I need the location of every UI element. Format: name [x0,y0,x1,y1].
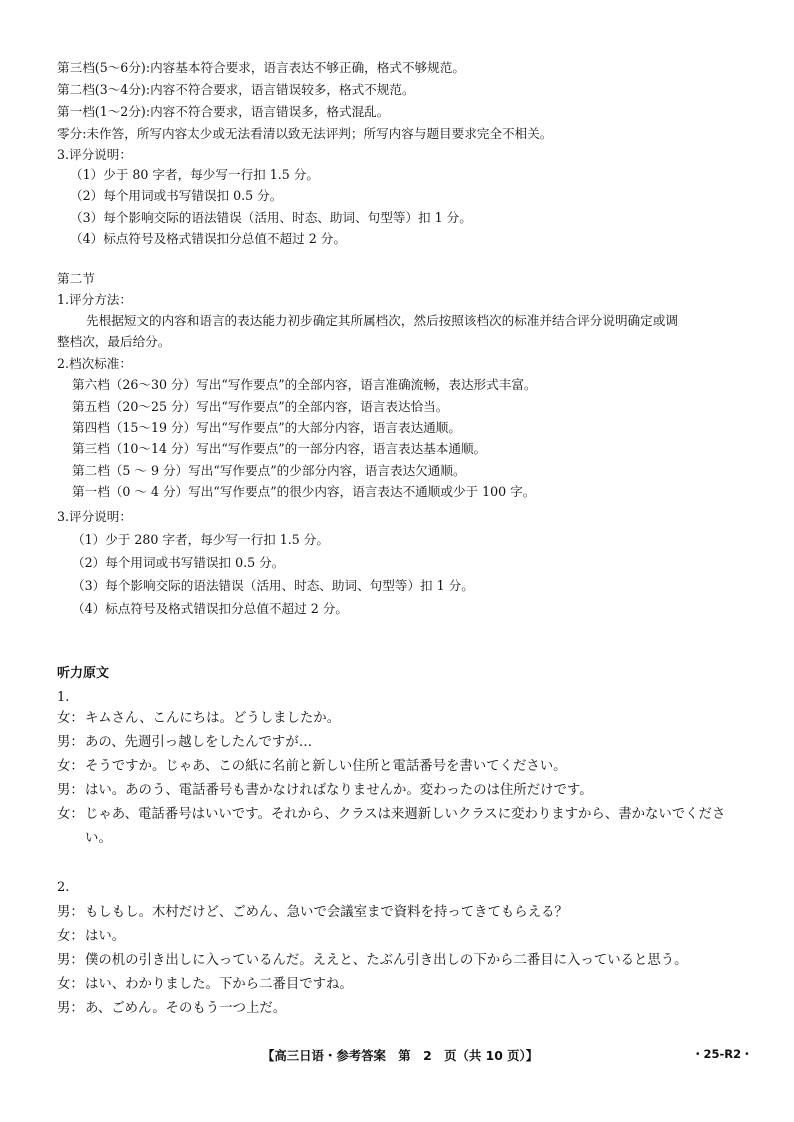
sec2-note: （4）标点符号及格式错误扣分总值不超过 2 分。 [72,601,348,616]
sec1-note: （3）每个影响交际的语法错误（活用、时态、助词、句型等）扣 1 分。 [70,210,472,225]
page-footer: 【高三日语・参考答案 第 2 页（共 10 页）】 [262,1048,539,1063]
speaker-label: 女： [57,807,84,822]
sec2-method-line: 整档次，最后给分。 [57,334,171,349]
dialog-line [57,731,747,755]
sec1-note: （1）少于 80 字者，每少写一行扣 1.5 分。 [70,167,319,182]
speaker-label: 女： [57,977,84,992]
dialog-q1 [57,707,747,851]
dialog-line [57,803,747,851]
dialog-text: じゃあ、電話番号はいいです。それから、クラスは来週新しいクラスに変わりますから、書かないでください。 [85,807,726,846]
dialog-line [57,707,747,731]
question-number: 1. [57,690,70,705]
dialog-text: あ、ごめん。そのもう一つ上だ。 [85,1001,287,1016]
speaker-label: 女： [57,929,84,944]
dialog-line [57,997,747,1021]
sec2-method-line: 先根据短文的内容和语言的表达能力初步确定其所属档次，然后按照该档次的标准并结合评分说明确定或调 [86,313,678,328]
document-code: ・25-R2・ [692,1047,753,1061]
sec1-level-2: 第二档(3～4分):内容不符合要求，语言错误较多，格式不规范。 [57,82,415,97]
sec2-level-1: 第一档（0 ～ 4 分）写出“写作要点”的很少内容，语言表达不通顺或少于 100 字。 [72,484,536,499]
sec1-note: （4）标点符号及格式错误扣分总值不超过 2 分。 [70,231,346,246]
sec2-level-3: 第三档（10～14 分）写出“写作要点”的一部分内容，语言表达基本通顺。 [72,441,487,456]
sec2-level-6: 第六档（26～30 分）写出“写作要点”的全部内容，语言准确流畅，表达形式丰富。 [72,377,537,392]
dialog-line [57,949,747,973]
dialog-text: はい。 [85,929,126,944]
sec2-notes-title: 3.评分说明： [57,509,132,524]
sec2-method-title: 1.评分方法： [57,292,132,307]
dialog-text: はい。あのう、電話番号も書かなければなりませんか。変わったのは住所だけです。 [85,783,593,798]
sec1-notes-title: 3.评分说明： [57,147,132,162]
sec2-level-5: 第五档（20～25 分）写出“写作要点”的全部内容，语言表达恰当。 [72,399,449,414]
sec2-note: （3）每个影响交际的语法错误（活用、时态、助词、句型等）扣 1 分。 [72,578,474,593]
sec1-level-0: 零分:未作答，所写内容太少或无法看清以致无法评判；所写内容与题目要求完全不相关。 [57,126,553,141]
dialog-line [57,901,747,925]
sec2-note: （1）少于 280 字者，每少写一行扣 1.5 分。 [72,532,329,547]
question-number: 2. [57,880,70,895]
speaker-label: 男： [57,1001,84,1016]
dialog-line [57,755,747,779]
sec1-level-3: 第三档(5～6分):内容基本符合要求，语言表达不够正确，格式不够规范。 [57,60,465,75]
dialog-text: はい、わかりました。下から二番目ですね。 [85,977,353,992]
dialog-text: 僕の机の引き出しに入っているんだ。ええと、たぶん引き出しの下から二番目に入っていると思う。 [85,953,688,968]
dialog-text: キムさん、こんにちは。どうしましたか。 [85,711,341,726]
speaker-label: 女： [57,711,84,726]
sec2-level-4: 第四档（15～19 分）写出“写作要点”的大部分内容，语言表达通顺。 [72,420,461,435]
speaker-label: 男： [57,905,84,920]
sec2-note: （2）每个用词或书写错误扣 0.5 分。 [72,555,285,570]
dialog-text: あの、先週引っ越しをしたんですが… [85,735,313,750]
sec2-standard-title: 2.档次标准： [57,356,132,371]
speaker-label: 男： [57,783,84,798]
speaker-label: 男： [57,735,84,750]
dialog-line [57,779,747,803]
sec2-title: 第二节 [57,271,95,286]
speaker-label: 男： [57,953,84,968]
sec2-level-2: 第二档（5 ～ 9 分）写出“写作要点”的少部分内容，语言表达欠通顺。 [72,463,466,478]
listening-title: 听力原文 [57,666,110,681]
dialog-text: もしもし。木村だけど、ごめん、急いで会議室まで資料を持ってきてもらえる？ [85,905,568,920]
sec1-level-1: 第一档(1～2分):内容不符合要求，语言错误多，格式混乱。 [57,104,390,119]
dialog-q2 [57,901,747,1021]
dialog-text: そうですか。じゃあ、この紙に名前と新しい住所と電話番号を書いてください。 [85,759,567,774]
sec1-note: （2）每个用词或书写错误扣 0.5 分。 [70,188,283,203]
dialog-line [57,925,747,949]
dialog-line [57,973,747,997]
speaker-label: 女： [57,759,84,774]
